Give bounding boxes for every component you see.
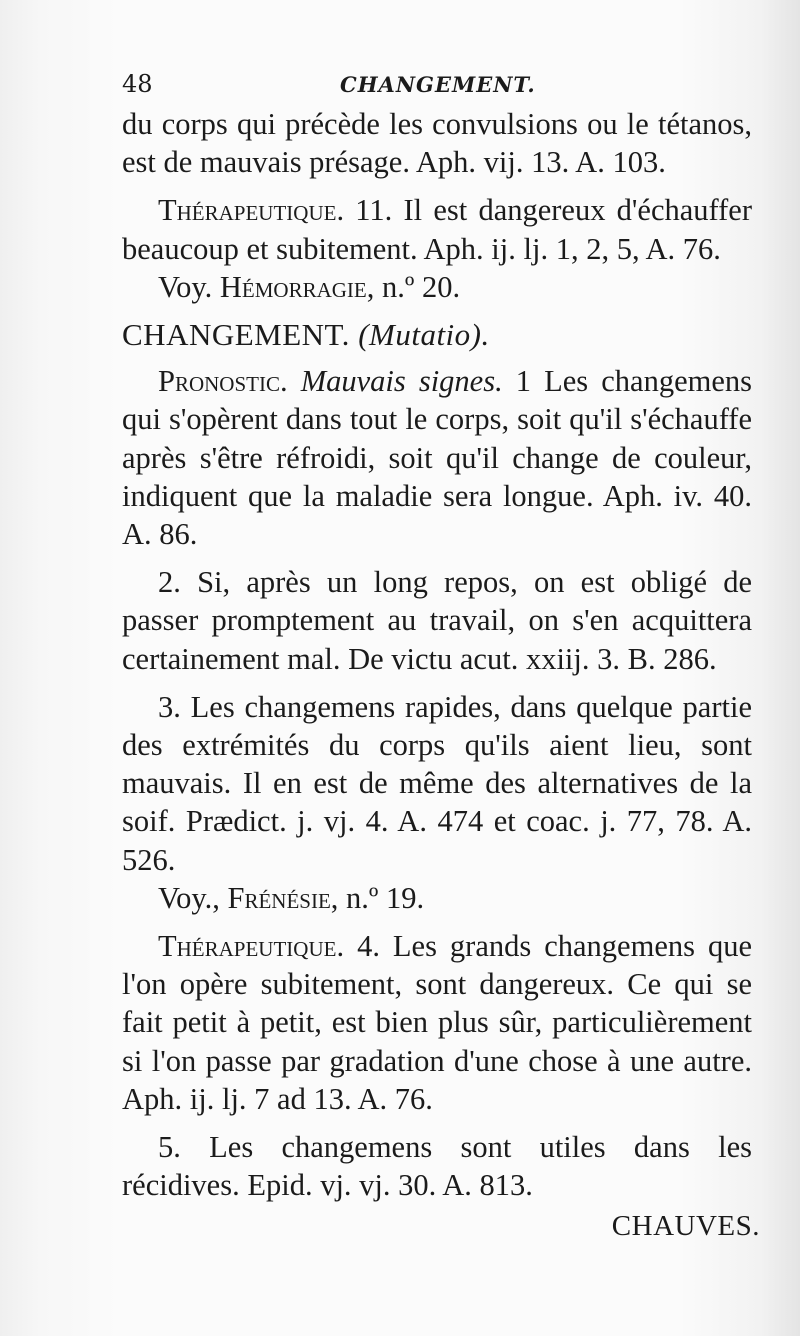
voy-label: Voy. [158, 269, 213, 304]
paragraph-text: 1 Les changemens qui s'opèrent dans tout le corps, soit qu'il s'échauffe après s'être réfroidi, soit qu'il change de couleur, indiquent que la maladie sera longue. Aph. iv. 40. A. 86. [122, 364, 753, 552]
paragraph-text: 11. Il est dangereux d'échauffer beaucoup et subitement. Aph. ij. lj. 1, 2, 5, A. 76. [122, 193, 752, 266]
paragraph-text: 4. Les grands changemens que l'on opère subitement, sont dangereux. Ce qui se fait petit à petit, est bien plus sûr, particulièrement si l'on passe par gradation d'une chose à une autre. Aph. ij. lj. 7 ad 13. A. 76. [122, 929, 752, 1116]
reference-number: n.º 20. [381, 269, 461, 304]
cross-reference [122, 268, 752, 306]
heading-latin: (Mutatio). [358, 317, 490, 353]
entry-heading [122, 316, 752, 354]
page-number: 48 [122, 70, 153, 98]
reference-term: Hémorragie, [219, 269, 375, 304]
paragraph-therapeutique-11 [122, 191, 752, 267]
section-label: Pronostic. [158, 364, 288, 399]
paragraph-pronostic-1 [122, 362, 752, 553]
paragraph-continuation: du corps qui précède les convulsions ou le tétanos, est de mauvais présage. Aph. vij. 13. A. 103. [122, 107, 752, 180]
subsection-label: Mauvais signes. [300, 364, 503, 399]
body-text [122, 105, 752, 1204]
paragraph-2: 2. Si, après un long repos, on est obligé de passer promptement au travail, on s'en acquittera certainement mal. De victu acut. xxiij. 3. B. 286. [122, 565, 752, 676]
page-header [122, 70, 762, 110]
paragraph-5: 5. Les changemens sont utiles dans les récidives. Epid. vj. vj. 30. A. 813. [122, 1130, 752, 1203]
paragraph-3: 3. Les changemens rapides, dans quelque partie des extrémités du corps qu'ils aient lieu, sont mauvais. Il en est de même des alternatives de la soif. Prædict. j. vj. 4. A. 474 et coac. j. 77, 78. A. 526. [122, 689, 752, 877]
section-label: Thérapeutique. [158, 193, 345, 228]
reference-term: Frénésie, [227, 880, 339, 915]
cross-reference [122, 879, 752, 917]
reference-number: n.º 19. [346, 880, 425, 915]
paragraph-therapeutique-4 [122, 927, 752, 1118]
voy-label: Voy., [158, 880, 220, 915]
section-label: Thérapeutique. [158, 929, 345, 964]
heading-word: CHANGEMENT. [122, 317, 350, 353]
catchword: CHAUVES. [611, 1210, 760, 1242]
running-title: CHANGEMENT. [340, 72, 536, 97]
